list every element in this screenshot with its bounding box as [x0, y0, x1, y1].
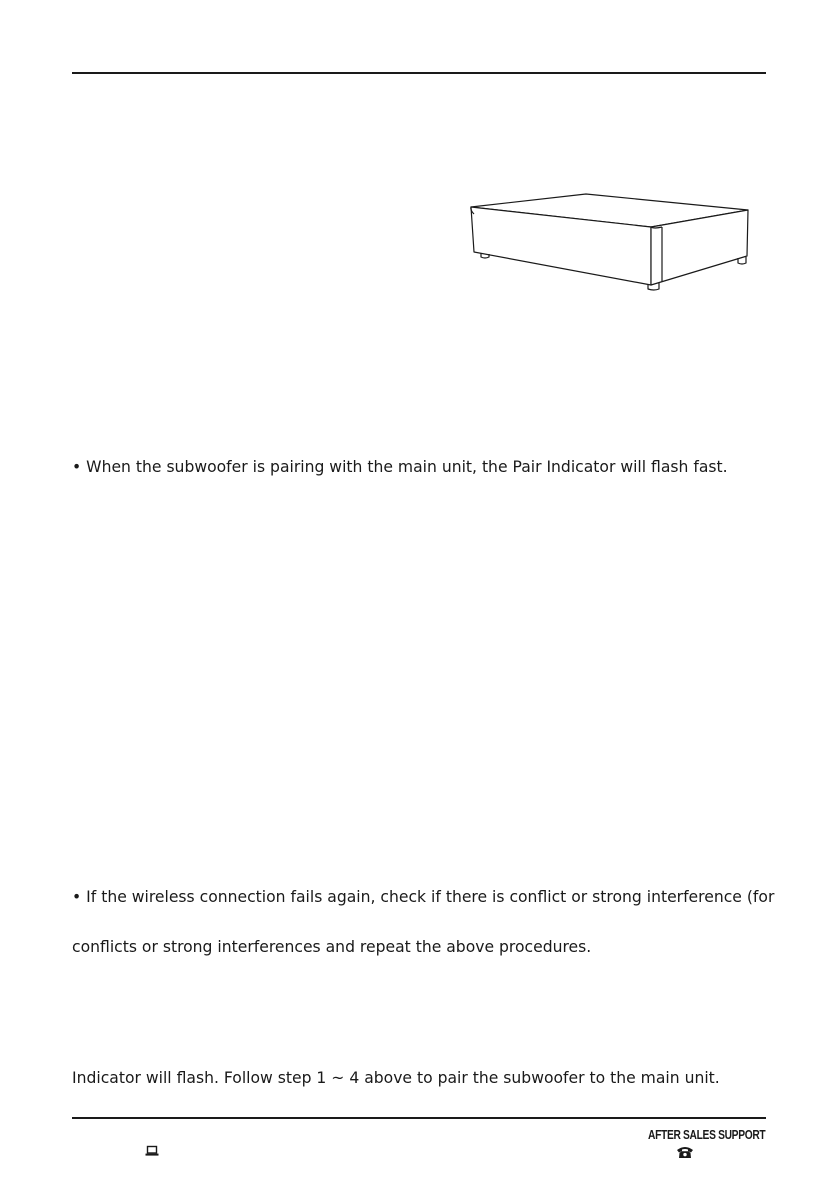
pairing-indicator-note: • When the subwoofer is pairing with the main unit, the Pair Indicator will flash fast. [72, 458, 728, 476]
telephone-icon [676, 1145, 694, 1159]
header-rule [72, 72, 766, 74]
laptop-icon [145, 1145, 159, 1157]
connection-fail-note: • If the wireless connection fails again, check if there is conflict or strong interference (for [72, 888, 775, 906]
connection-fail-note-continued: conflicts or strong interferences and repeat the above procedures. [72, 938, 592, 956]
footer-rule [72, 1117, 766, 1119]
after-sales-support-heading: AFTER SALES SUPPORT [648, 1128, 766, 1142]
subwoofer-illustration [468, 190, 758, 296]
pairing-steps-note: Indicator will flash. Follow step 1 ~ 4 above to pair the subwoofer to the main unit. [72, 1069, 720, 1087]
